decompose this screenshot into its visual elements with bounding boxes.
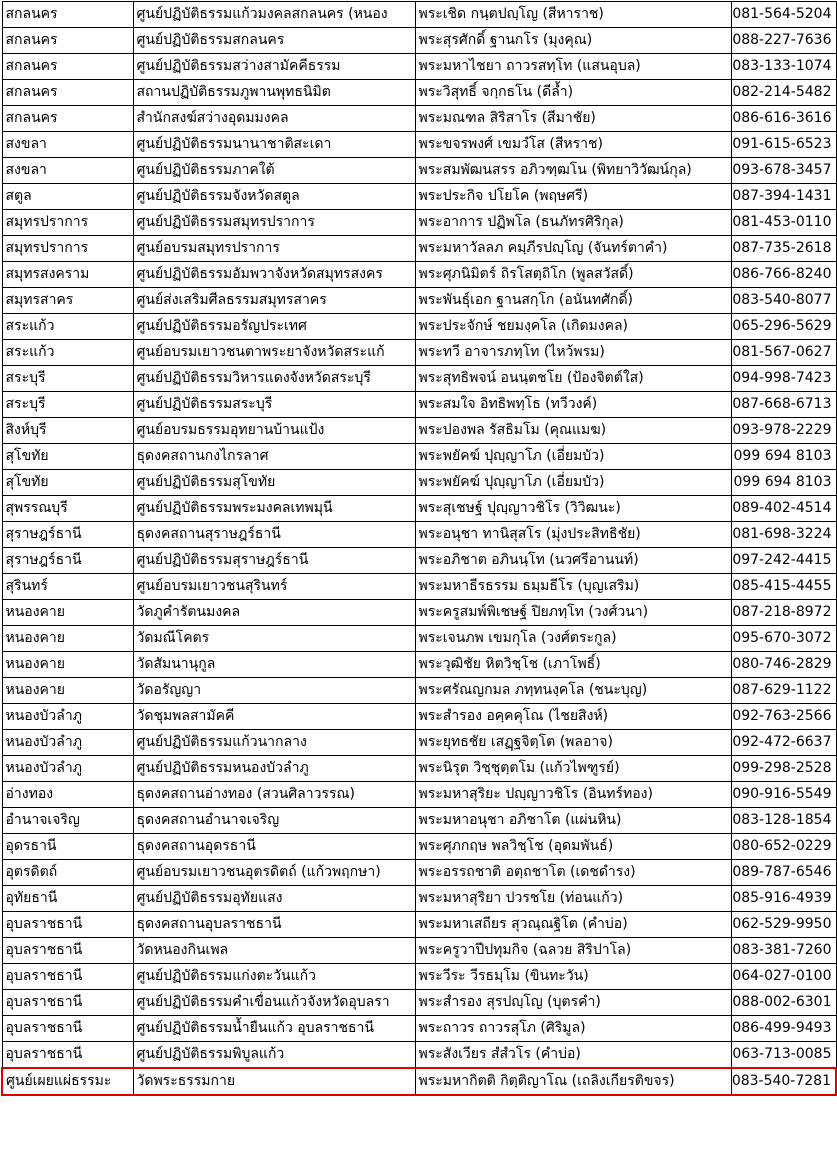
phone-cell: 080-652-0229 [731,834,836,860]
table-row [2,652,836,678]
table-row [2,184,836,210]
province-cell: อุบลราชธานี [2,1016,133,1042]
center-cell: ศูนย์ปฏิบัติธรรมภาคใต้ [133,158,415,184]
center-cell: ธุดงคสถานอุบลราชธานี [133,912,415,938]
monk-name-cell: พระพยัคฆ์ ปุญฺญาโภ (เอี่ยมบัว) [415,470,731,496]
monk-name-cell: พระอรรถชาติ อตฺถชาโต (เดชดำรง) [415,860,731,886]
table-row [2,756,836,782]
phone-cell: 083-540-7281 [731,1068,836,1095]
province-cell: สุพรรณบุรี [2,496,133,522]
center-cell: ศูนย์ปฏิบัติธรรมสมุทรปราการ [133,210,415,236]
phone-cell: 097-242-4415 [731,548,836,574]
province-cell: สระบุรี [2,366,133,392]
province-cell: อุทัยธานี [2,886,133,912]
monk-name-cell: พระทวี อาจารภทฺโท (ไหว้พรม) [415,340,731,366]
province-cell: อุบลราชธานี [2,990,133,1016]
table-row [2,340,836,366]
province-cell: อุบลราชธานี [2,964,133,990]
province-cell: หนองคาย [2,600,133,626]
phone-cell: 095-670-3072 [731,626,836,652]
province-cell: หนองบัวลำภู [2,704,133,730]
table-row [2,574,836,600]
province-cell: สกลนคร [2,106,133,132]
province-cell: อุบลราชธานี [2,912,133,938]
center-cell: ธุดงคสถานกงไกรลาศ [133,444,415,470]
table-row [2,912,836,938]
table-row [2,522,836,548]
monk-name-cell: พระยุทธชัย เสฏฺฐจิตฺโต (พลอาจ) [415,730,731,756]
temple-contact-table [1,1,837,1096]
center-cell: วัดอรัญญา [133,678,415,704]
center-cell: ศูนย์ปฏิบัติธรรมแก้วมงคลสกลนคร (หนอง [133,2,415,28]
table-row [2,158,836,184]
monk-name-cell: พระวุฒิชัย หิตวิชฺโช (เภาโพธิ์) [415,652,731,678]
monk-name-cell: พระศุภกฤษ พลวิชฺโช (อุดมพันธ์) [415,834,731,860]
center-cell: ศูนย์อบรมเยาวชนตาพระยาจังหวัดสระแก้ [133,340,415,366]
center-cell: ศูนย์อบรมสมุทรปราการ [133,236,415,262]
phone-cell: 087-629-1122 [731,678,836,704]
monk-name-cell: พระศุภนิมิตร์ ถิรโสตฺถิโก (พูลสวัสดิ์) [415,262,731,288]
province-cell: สุโขทัย [2,444,133,470]
monk-name-cell: พระปองพล รัสธิมโม (คุณแมฆ) [415,418,731,444]
table-row [2,704,836,730]
center-cell: วัดชุมพลสามัคคี [133,704,415,730]
center-cell: ศูนย์อบรมธรรมอุทยานบ้านแป้ง [133,418,415,444]
center-cell: ศูนย์ปฏิบัติธรรมพิบูลแก้ว [133,1042,415,1069]
province-cell: หนองคาย [2,652,133,678]
center-cell: ธุดงคสถานสุราษฎร์ธานี [133,522,415,548]
phone-cell: 088-002-6301 [731,990,836,1016]
monk-name-cell: พระอาการ ปฏิพโล (ธนภัทรศิริกุล) [415,210,731,236]
monk-name-cell: พระมหาเสถียร สุวณฺณฐิโต (คำบ่อ) [415,912,731,938]
table-row [2,782,836,808]
phone-cell: 093-978-2229 [731,418,836,444]
phone-cell: 081-698-3224 [731,522,836,548]
center-cell: ศูนย์ปฏิบัติธรรมวิหารแดงจังหวัดสระบุรี [133,366,415,392]
phone-cell: 081-564-5204 [731,2,836,28]
phone-cell: 090-916-5549 [731,782,836,808]
monk-name-cell: พระมหาสุริยะ ปญฺญาวชิโร (อินทร์ทอง) [415,782,731,808]
table-row [2,80,836,106]
center-cell: ศูนย์ปฏิบัติธรรมจังหวัดสตูล [133,184,415,210]
table-row [2,886,836,912]
province-cell: อุบลราชธานี [2,1042,133,1069]
province-cell: สุโขทัย [2,470,133,496]
phone-cell: 063-713-0085 [731,1042,836,1069]
center-cell: ศูนย์อบรมเยาวชนสุรินทร์ [133,574,415,600]
province-cell: สตูล [2,184,133,210]
center-cell: ศูนย์ปฏิบัติธรรมสระบุรี [133,392,415,418]
monk-name-cell: พระมหากิตติ กิตฺติญาโณ (เถลิงเกียรติขจร) [415,1068,731,1095]
phone-cell: 094-998-7423 [731,366,836,392]
center-cell: วัดภูคำรัตนมงคล [133,600,415,626]
monk-name-cell: พระมณฑล สิริสาโร (สีมาชัย) [415,106,731,132]
phone-cell: 085-415-4455 [731,574,836,600]
monk-name-cell: พระอนุชา ทานิสุสโร (มุ่งประสิทธิชัย) [415,522,731,548]
center-cell: วัดหนองกินเพล [133,938,415,964]
monk-name-cell: พระพยัคฆ์ ปุญฺญาโภ (เอี่ยมบัว) [415,444,731,470]
monk-name-cell: พระวีระ วีรธมฺโม (ขินทะวัน) [415,964,731,990]
province-cell: สงขลา [2,132,133,158]
province-cell: สมุทรปราการ [2,236,133,262]
monk-name-cell: พระอภิชาต อภินนฺโท (นวศรีอานนท์) [415,548,731,574]
monk-name-cell: พระเชิด กนฺตปญฺโญ (สีหาราช) [415,2,731,28]
phone-cell: 087-218-8972 [731,600,836,626]
table-row [2,678,836,704]
monk-name-cell: พระสุเชษฐ์ ปุญฺญาวชิโร (วิวิฒนะ) [415,496,731,522]
province-cell: อุบลราชธานี [2,938,133,964]
phone-cell: 091-615-6523 [731,132,836,158]
phone-cell: 086-499-9493 [731,1016,836,1042]
province-cell: อำนาจเจริญ [2,808,133,834]
center-cell: วัดสัมนานุกูล [133,652,415,678]
monk-name-cell: พระศรัณญกมล ภทฺทนงฺคโล (ชนะบุญ) [415,678,731,704]
province-cell: หนองคาย [2,626,133,652]
phone-cell: 065-296-5629 [731,314,836,340]
phone-cell: 086-616-3616 [731,106,836,132]
monk-name-cell: พระประจักษ์ ชยมงฺคโล (เกิดมงคล) [415,314,731,340]
center-cell: ศูนย์ปฏิบัติธรรมสกลนคร [133,28,415,54]
table-row [2,730,836,756]
province-cell: สมุทรสงคราม [2,262,133,288]
province-cell: สงขลา [2,158,133,184]
monk-name-cell: พระสมใจ อิทธิพทฺโธ (ทวีวงค์) [415,392,731,418]
table-row [2,548,836,574]
province-cell: สระแก้ว [2,340,133,366]
phone-cell: 081-453-0110 [731,210,836,236]
center-cell: ศูนย์ปฏิบัติธรรมอัมพวาจังหวัดสมุทรสงคร [133,262,415,288]
phone-cell: 080-746-2829 [731,652,836,678]
center-cell: วัดมณีโคตร [133,626,415,652]
province-cell: หนองคาย [2,678,133,704]
table-row [2,392,836,418]
province-cell: สกลนคร [2,2,133,28]
phone-cell: 088-227-7636 [731,28,836,54]
province-cell: สุรินทร์ [2,574,133,600]
table-row [2,1042,836,1069]
phone-cell: 083-540-8077 [731,288,836,314]
center-cell: ศูนย์ปฏิบัติธรรมสว่างสามัคคีธรรม [133,54,415,80]
table-row [2,600,836,626]
center-cell: วัดพระธรรมกาย [133,1068,415,1095]
monk-name-cell: พระมหาวัลลภ คมฺภีรปญฺโญ (จันทร์ตาคำ) [415,236,731,262]
monk-name-cell: พระมหาธีรธรรม ธมฺมธีโร (บุญเสริม) [415,574,731,600]
province-cell: อุดรธานี [2,834,133,860]
table-row [2,288,836,314]
phone-cell: 099 694 8103 [731,470,836,496]
table-row [2,210,836,236]
province-cell: หนองบัวลำภู [2,730,133,756]
monk-name-cell: พระวิสุทธิ์ จกฺกธโน (ดีล้ำ) [415,80,731,106]
center-cell: ธุดงคสถานอ่างทอง (สวนศิลาวรรณ) [133,782,415,808]
center-cell: ศูนย์ปฏิบัติธรรมแก่งตะวันแก้ว [133,964,415,990]
table-row [2,990,836,1016]
phone-cell: 092-763-2566 [731,704,836,730]
province-cell: สกลนคร [2,80,133,106]
monk-name-cell: พระสุรศักดิ์ ฐานกโร (มุงคุณ) [415,28,731,54]
center-cell: ศูนย์ปฏิบัติธรรมน้ำยืนแก้ว อุบลราชธานี [133,1016,415,1042]
phone-cell: 083-133-1074 [731,54,836,80]
province-cell: สิงห์บุรี [2,418,133,444]
table-row [2,28,836,54]
table-row [2,106,836,132]
phone-cell: 089-787-6546 [731,860,836,886]
phone-cell: 081-567-0627 [731,340,836,366]
province-cell: ศูนย์เผยแผ่ธรรมะ [2,1068,133,1095]
monk-name-cell: พระสำรอง สุรปญฺโญ (บุตรคำ) [415,990,731,1016]
table-row [2,236,836,262]
province-cell: สกลนคร [2,54,133,80]
center-cell: ศูนย์ปฏิบัติธรรมนานาชาติสะเดา [133,132,415,158]
monk-name-cell: พระนิรุต วิชฺชุตฺตโม (แก้วไพฑูรย์) [415,756,731,782]
monk-name-cell: พระสุทธิพจน์ อนนฺตชโย (ป้องจิตต์ใส) [415,366,731,392]
phone-cell: 083-381-7260 [731,938,836,964]
center-cell: ศูนย์ปฏิบัติธรรมสุราษฎร์ธานี [133,548,415,574]
province-cell: สุราษฎร์ธานี [2,522,133,548]
monk-name-cell: พระประกิจ ปโยโค (พฤษศรี) [415,184,731,210]
monk-name-cell: พระมหาสุริยา ปวรชโย (ท่อนแก้ว) [415,886,731,912]
table-row [2,834,836,860]
center-cell: ศูนย์ปฏิบัติธรรมหนองบัวลำภู [133,756,415,782]
table-row [2,314,836,340]
phone-cell: 093-678-3457 [731,158,836,184]
province-cell: สระแก้ว [2,314,133,340]
center-cell: ศูนย์ปฏิบัติธรรมคำเขื่อนแก้วจังหวัดอุบลรา [133,990,415,1016]
monk-name-cell: พระพันธุ์เอก ฐานสกฺโก (อนันทศักดิ์) [415,288,731,314]
phone-cell: 099 694 8103 [731,444,836,470]
table-row [2,470,836,496]
phone-cell: 062-529-9950 [731,912,836,938]
phone-cell: 089-402-4514 [731,496,836,522]
center-cell: ศูนย์ปฏิบัติธรรมอรัญประเทศ [133,314,415,340]
province-cell: อุตรดิตถ์ [2,860,133,886]
center-cell: สำนักสงฆ์สว่างอุดมมงคล [133,106,415,132]
table-row [2,418,836,444]
phone-cell: 087-394-1431 [731,184,836,210]
table-row [2,496,836,522]
center-cell: ศูนย์ปฏิบัติธรรมพระมงคลเทพมุนี [133,496,415,522]
phone-cell: 085-916-4939 [731,886,836,912]
monk-name-cell: พระครูสมพ์พิเชษฐ์ ปิยภทฺโท (วงศ์วนา) [415,600,731,626]
table-row [2,808,836,834]
phone-cell: 087-735-2618 [731,236,836,262]
center-cell: ศูนย์ปฏิบัติธรรมแก้วนากลาง [133,730,415,756]
table-row [2,366,836,392]
table-row [2,444,836,470]
monk-name-cell: พระมหาไชยา ถาวรสทฺโท (แสนอุบล) [415,54,731,80]
monk-name-cell: พระสำรอง อคฺคคุโณ (ไชยสิงห์) [415,704,731,730]
phone-cell: 087-668-6713 [731,392,836,418]
table-row [2,964,836,990]
monk-name-cell: พระสมพัฒนสรร อภิวฑฺฒโน (พิทยาวิวัฒน์กุล) [415,158,731,184]
province-cell: หนองบัวลำภู [2,756,133,782]
center-cell: ธุดงคสถานอำนาจเจริญ [133,808,415,834]
province-cell: สมุทรปราการ [2,210,133,236]
table-row [2,860,836,886]
highlighted-table-row [2,1068,836,1095]
table-row [2,626,836,652]
table-row [2,54,836,80]
center-cell: ธุดงคสถานอุดรธานี [133,834,415,860]
monk-name-cell: พระขจรพงศ์ เขมวํโส (สีหราช) [415,132,731,158]
monk-name-cell: พระสังเวียร สํสํวโร (คำบ่อ) [415,1042,731,1069]
monk-name-cell: พระมหาอนุชา อภิชาโต (แผ่นหิน) [415,808,731,834]
phone-cell: 083-128-1854 [731,808,836,834]
monk-name-cell: พระเจนภพ เขมกุโล (วงศ์ตระกูล) [415,626,731,652]
province-cell: สมุทรสาคร [2,288,133,314]
phone-cell: 092-472-6637 [731,730,836,756]
monk-name-cell: พระถาวร ถาวรสุโภ (ศิริมูล) [415,1016,731,1042]
center-cell: สถานปฏิบัติธรรมภูพานพุทธนิมิต [133,80,415,106]
table-row [2,2,836,28]
table-row [2,938,836,964]
phone-cell: 064-027-0100 [731,964,836,990]
province-cell: สกลนคร [2,28,133,54]
phone-cell: 082-214-5482 [731,80,836,106]
table-row [2,132,836,158]
phone-cell: 086-766-8240 [731,262,836,288]
center-cell: ศูนย์ส่งเสริมศีลธรรมสมุทรสาคร [133,288,415,314]
center-cell: ศูนย์ปฏิบัติธรรมอุทัยแสง [133,886,415,912]
province-cell: อ่างทอง [2,782,133,808]
monk-name-cell: พระครูวาปีปทุมกิจ (ฉลวย สิริปาโล) [415,938,731,964]
center-cell: ศูนย์อบรมเยาวชนอุตรดิตถ์ (แก้วพฤกษา) [133,860,415,886]
phone-cell: 099-298-2528 [731,756,836,782]
province-cell: สระบุรี [2,392,133,418]
province-cell: สุราษฎร์ธานี [2,548,133,574]
table-row [2,262,836,288]
table-row [2,1016,836,1042]
center-cell: ศูนย์ปฏิบัติธรรมสุโขทัย [133,470,415,496]
